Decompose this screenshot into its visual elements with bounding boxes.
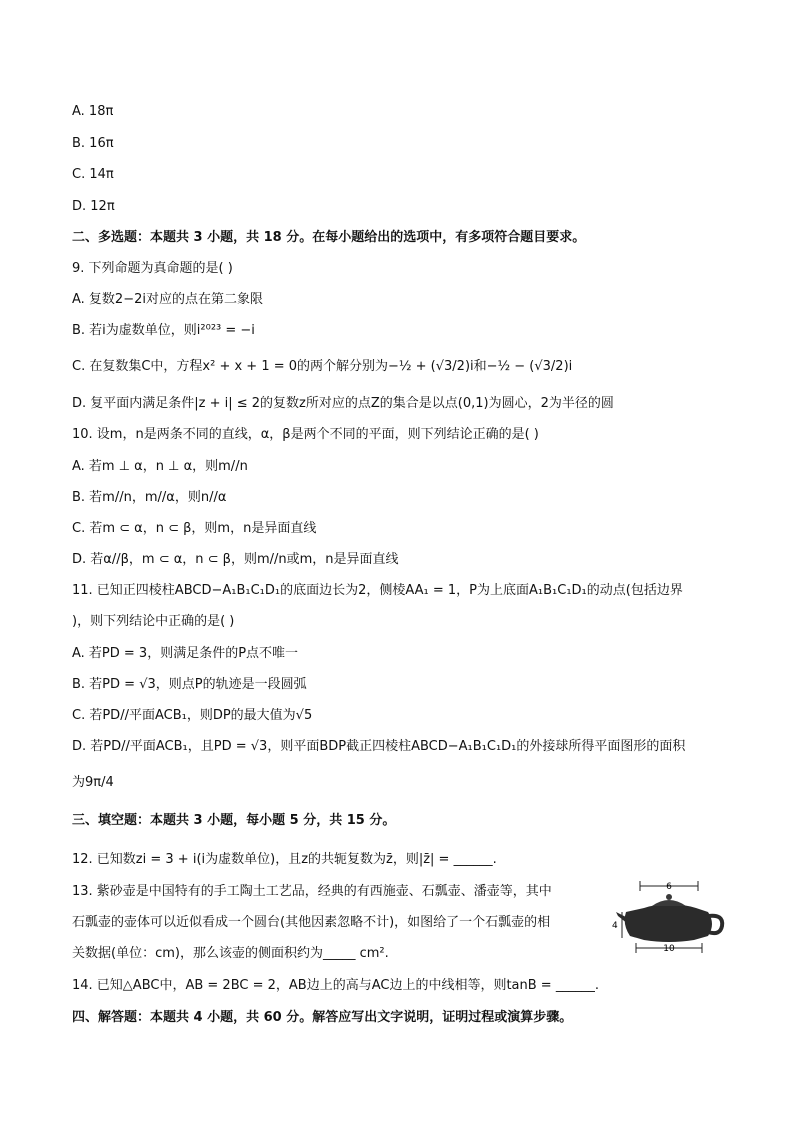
question-13-line1: 13. 紫砂壶是中国特有的手工陶土工艺品，经典的有西施壶、石瓢壶、潘壶等，其中 [72,884,552,899]
q9-option-d: D. 复平面内满足条件|z + i| ≤ 2的复数z所对应的点Z的集合是以点(0,1)为圆心，2为半径的圆 [72,396,614,411]
q10-option-c: C. 若m ⊂ α，n ⊂ β，则m，n是异面直线 [72,521,317,536]
teapot-body [625,904,712,942]
question-14: 14. 已知△ABC中，AB = 2BC = 2，AB边上的高与AC边上的中线相等，则tanB = ______. [72,978,599,993]
q10-option-a: A. 若m ⊥ α，n ⊥ α，则m//n [72,459,248,474]
q9-option-c: C. 在复数集C中，方程x² + x + 1 = 0的两个解分别为−½ + (√3/2)i和−½ − (√3/2)i [72,359,573,374]
q11-option-c: C. 若PD//平面ACB₁，则DP的最大值为√5 [72,708,313,723]
option-a-q8: A. 18π [72,104,114,119]
figure-top-label: 6 [666,882,672,892]
question-11: 11. 已知正四棱柱ABCD−A₁B₁C₁D₁的底面边长为2，侧棱AA₁ = 1，P为上底面A₁B₁C₁D₁的动点(包括边界 [72,583,683,598]
teapot-figure [612,878,730,956]
question-11-cont: )，则下列结论中正确的是( ) [72,614,235,629]
q10-option-b: B. 若m//n，m//α，则n//α [72,490,227,505]
q11-option-d: D. 若PD//平面ACB₁，且PD = √3，则平面BDP截正四棱柱ABCD−A₁B₁C₁D₁的外接球所得平面图形的面积 [72,739,686,754]
question-9: 9. 下列命题为真命题的是( ) [72,261,233,276]
section-3-heading: 三、填空题：本题共 3 小题，每小题 5 分，共 15 分。 [72,813,396,828]
option-d-q8: D. 12π [72,199,115,214]
section-2-heading: 二、多选题：本题共 3 小题，共 18 分。在每小题给出的选项中，有多项符合题目要求。 [72,230,586,245]
option-c-q8: C. 14π [72,167,114,182]
question-12: 12. 已知数zi = 3 + i(i为虚数单位)，且z的共轭复数为z̄，则|z̄| = ______. [72,852,497,867]
question-13-line2: 石瓢壶的壶体可以近似看成一个圆台(其他因素忽略不计)，如图给了一个石瓢壶的相 [72,915,551,930]
q11-option-d-cont: 为9π/4 [72,775,114,790]
question-10: 10. 设m，n是两条不同的直线，α，β是两个不同的平面，则下列结论正确的是( ) [72,427,539,442]
figure-height-label: 4 [612,921,618,931]
teapot-lid [652,900,686,906]
figure-bottom-label: 10 [663,944,675,954]
question-13-line3: 关数据(单位：cm)，那么该壶的侧面积约为_____ cm². [72,946,389,961]
teapot-knob [666,894,672,900]
q9-option-b: B. 若i为虚数单位，则i²⁰²³ = −i [72,323,255,338]
option-b-q8: B. 16π [72,136,114,151]
q11-option-a: A. 若PD = 3，则满足条件的P点不唯一 [72,646,299,661]
section-4-heading: 四、解答题：本题共 4 小题，共 60 分。解答应写出文字说明，证明过程或演算步骤。 [72,1010,573,1025]
q9-option-a: A. 复数2−2i对应的点在第二象限 [72,292,263,307]
q11-option-b: B. 若PD = √3，则点P的轨迹是一段圆弧 [72,677,307,692]
q10-option-d: D. 若α//β，m ⊂ α，n ⊂ β，则m//n或m，n是异面直线 [72,552,399,567]
